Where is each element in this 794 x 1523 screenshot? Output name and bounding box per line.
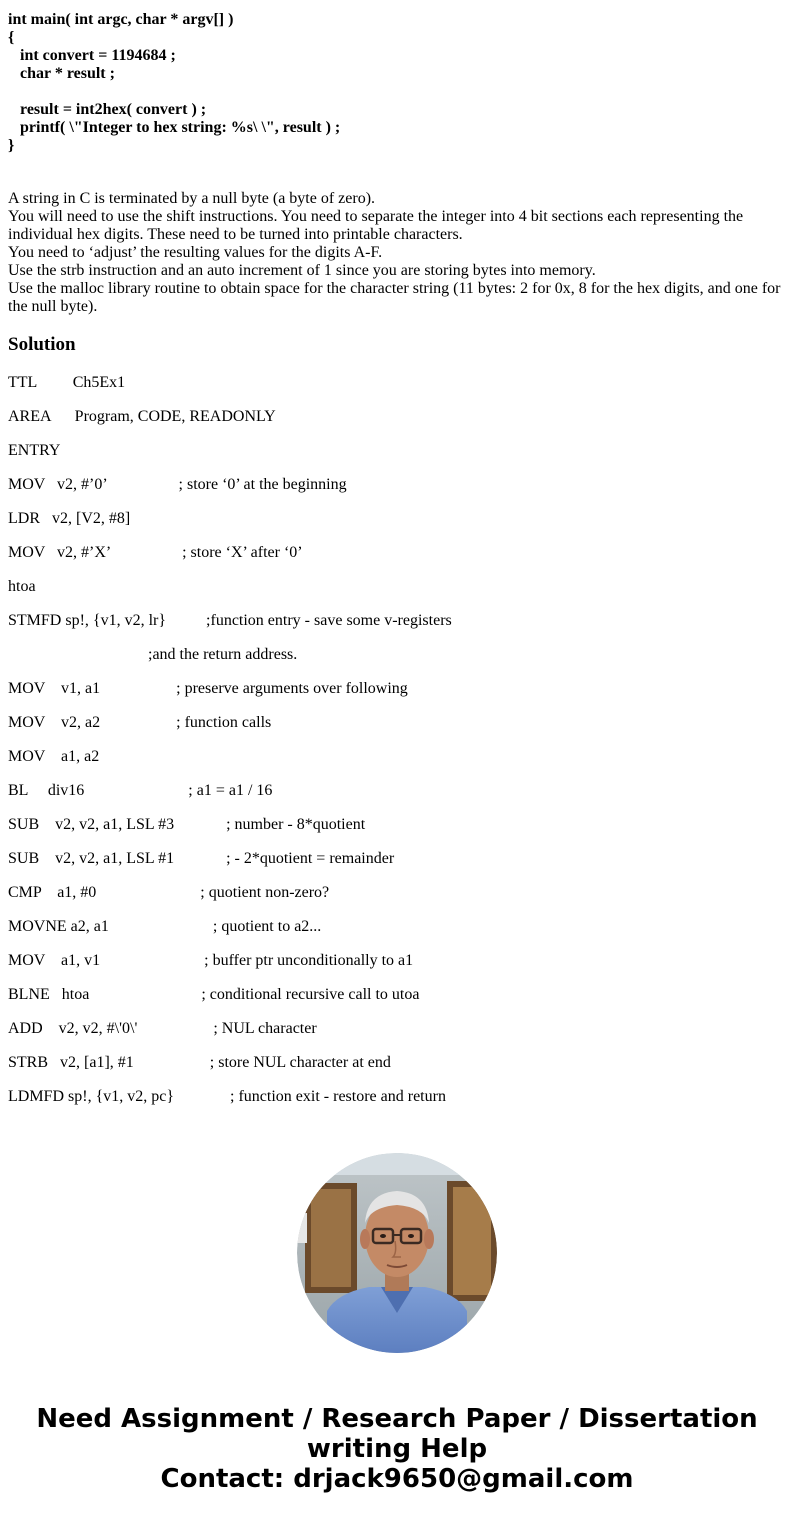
asm-line: AREA Program, CODE, READONLY [8, 408, 276, 425]
assignment-description [8, 190, 788, 316]
code-line: printf( \"Integer to hex string: %s\ \", result ) ; [8, 119, 341, 136]
asm-line: TTL Ch5Ex1 [8, 374, 126, 391]
asm-line: MOVNE a2, a1 ; quotient to a2... [8, 918, 322, 935]
footer-contact: Contact: drjack9650@gmail.com [160, 1464, 634, 1494]
code-line: { [8, 29, 15, 46]
footer-line: writing Help [306, 1434, 488, 1464]
asm-line: MOV v2, #’0’ ; store ‘0’ at the beginning [8, 476, 347, 493]
asm-line: STMFD sp!, {v1, v2, lr} ;function entry - save some v-registers [8, 612, 452, 629]
solution-heading: Solution [8, 334, 76, 355]
asm-line: MOV v1, a1 ; preserve arguments over following [8, 680, 408, 697]
asm-line: BL div16 ; a1 = a1 / 16 [8, 782, 273, 799]
code-line: } [8, 137, 15, 154]
description-paragraph: Use the malloc library routine to obtain space for the character string (11 bytes: 2 for 0x, 8 for the hex digits, and one for the null byte). [8, 280, 781, 315]
c-code-block [8, 11, 788, 155]
code-line: char * result ; [8, 65, 115, 82]
asm-line: BLNE htoa ; conditional recursive call to utoa [8, 986, 420, 1003]
author-avatar [297, 1153, 497, 1353]
asm-line: ENTRY [8, 442, 61, 459]
asm-line: MOV v2, a2 ; function calls [8, 714, 272, 731]
asm-line: ADD v2, v2, #\'0\' ; NUL character [8, 1020, 317, 1037]
description-paragraph: A string in C is terminated by a null byte (a byte of zero). [8, 190, 376, 207]
author-portrait-image [297, 1153, 497, 1353]
code-line: int main( int argc, char * argv[] ) [8, 11, 234, 28]
code-line: int convert = 1194684 ; [8, 47, 176, 64]
asm-line: MOV a1, a2 [8, 748, 100, 765]
code-line [8, 83, 788, 101]
footer-line: Need Assignment / Research Paper / Dissertation [36, 1404, 758, 1434]
asm-line: CMP a1, #0 ; quotient non-zero? [8, 884, 330, 901]
asm-line: htoa [8, 578, 36, 595]
footer-banner [0, 1404, 794, 1494]
asm-line: ;and the return address. [8, 646, 298, 663]
asm-line: MOV v2, #’X’ ; store ‘X’ after ‘0’ [8, 544, 303, 561]
asm-line: LDR v2, [V2, #8] [8, 510, 131, 527]
asm-line: LDMFD sp!, {v1, v2, pc} ; function exit - restore and return [8, 1088, 446, 1105]
description-paragraph: Use the strb instruction and an auto increment of 1 since you are storing bytes into memory. [8, 262, 596, 279]
asm-line: SUB v2, v2, a1, LSL #1 ; - 2*quotient = remainder [8, 850, 395, 867]
description-paragraph: You will need to use the shift instructions. You need to separate the integer into 4 bit sections each representing the individual hex digits. These need to be turned into printable characters. [8, 208, 744, 243]
code-line: result = int2hex( convert ) ; [8, 101, 207, 118]
asm-line: SUB v2, v2, a1, LSL #3 ; number - 8*quotient [8, 816, 366, 833]
description-paragraph: You need to ‘adjust’ the resulting values for the digits A-F. [8, 244, 383, 261]
asm-line: MOV a1, v1 ; buffer ptr unconditionally to a1 [8, 952, 414, 969]
asm-line: STRB v2, [a1], #1 ; store NUL character at end [8, 1054, 391, 1071]
